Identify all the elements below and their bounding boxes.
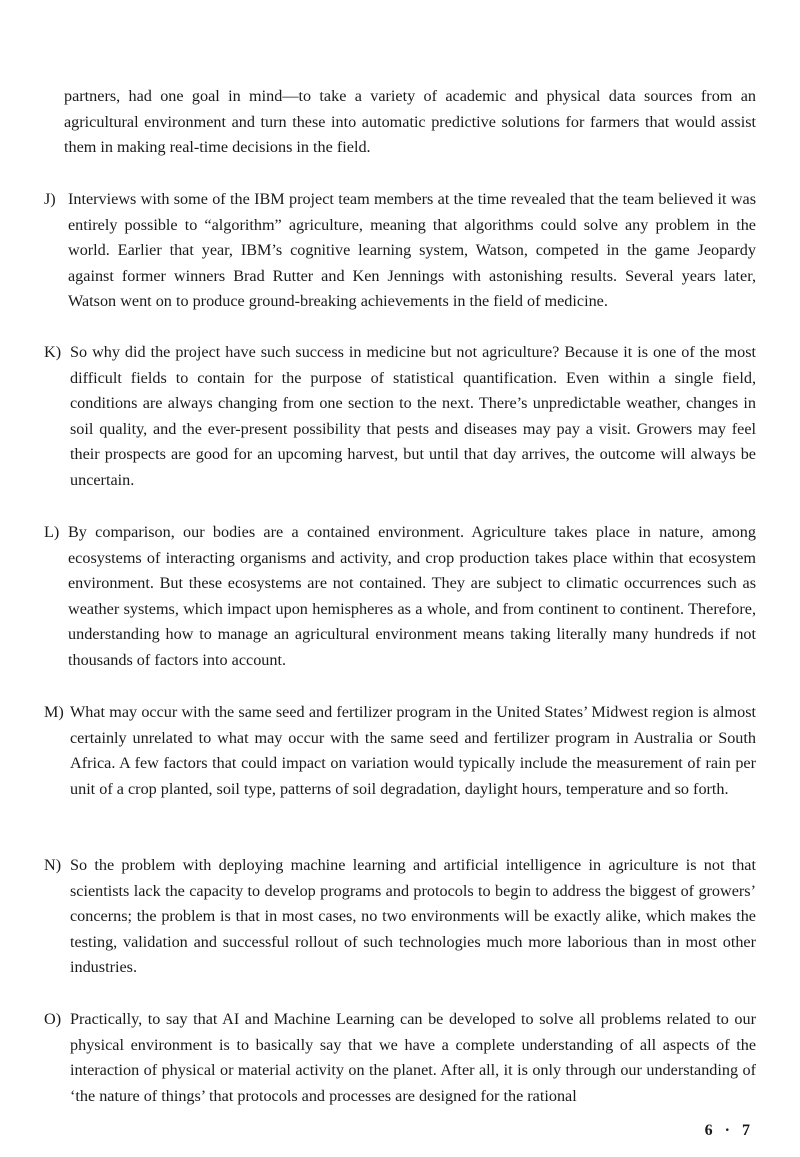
paragraph-text: So the problem with deploying machine learning and artificial intelligence in agriculture is not that scientists lack the capacity to develop programs and protocols to begin to address the biggest of growers’ concerns; the problem is that in most cases, no two environments will be exactly alike, which makes the testing, validation and successful rollout of such technologies much more laborious than in most other industries. (70, 856, 756, 977)
paragraph-text: Interviews with some of the IBM project team members at the time revealed that the team believed it was entirely possible to “algorithm” agriculture, meaning that algorithms could solve any problem in the world. Earlier that year, IBM’s cognitive learning system, Watson, competed in the game Jeopardy against former winners Brad Rutter and Ken Jennings with astonishing results. Several years later, Watson went on to produce ground-breaking achievements in the field of medicine. (68, 190, 756, 311)
page-number: 6 · 7 (704, 1122, 754, 1139)
paragraph-o (44, 1007, 756, 1109)
continuation-text: partners, had one goal in mind—to take a variety of academic and physical data sources from an agricultural environment and turn these into automatic predictive solutions for farmers that would assist them in making real-time decisions in the field. (64, 87, 756, 157)
paragraph-text: By comparison, our bodies are a contained environment. Agriculture takes place in nature, among ecosystems of interacting organisms and activity, and crop production takes place within that ecosystem environment. But these ecosystems are not contained. They are subject to climatic occurrences such as weather systems, which impact upon hemispheres as a whole, and from continent to continent. Therefore, understanding how to manage an agricultural environment means taking literally many hundreds if not thousands of factors into account. (68, 523, 756, 669)
paragraph-n (44, 853, 756, 981)
paragraph-label: N) (44, 856, 62, 874)
paragraph-text: Practically, to say that AI and Machine Learning can be developed to solve all problems related to our physical environment is to basically say that we have a complete understanding of all aspects of the interaction of physical or material activity on the planet. After all, it is only through our understanding of ‘the nature of things’ that protocols and processes are designed for the rational (70, 1010, 756, 1105)
paragraph-m (44, 700, 756, 802)
paragraph-label: L) (44, 523, 60, 541)
continuation-paragraph (64, 84, 756, 161)
paragraph-label: J) (44, 190, 56, 208)
paragraph-label: K) (44, 343, 62, 361)
paragraph-l (44, 520, 756, 674)
paragraph-label: O) (44, 1010, 62, 1028)
paragraph-text: What may occur with the same seed and fertilizer program in the United States’ Midwest region is almost certainly unrelated to what may occur with the same seed and fertilizer program in Australia or South Africa. A few factors that could impact on variation would typically include the measurement of rain per unit of a crop planted, soil type, patterns of soil degradation, daylight hours, temperature and so forth. (70, 703, 756, 798)
paragraph-k (44, 340, 756, 494)
paragraph-text: So why did the project have such success in medicine but not agriculture? Because it is one of the most difficult fields to contain for the purpose of statistical quantification. Even within a single field, conditions are always changing from one section to the next. There’s unpredictable weather, changes in soil quality, and the ever-present possibility that pests and diseases may pay a visit. Growers may feel their prospects are good for an upcoming harvest, but until that day arrives, the outcome will always be uncertain. (70, 343, 756, 489)
paragraph-label: M) (44, 703, 64, 721)
paragraph-j (44, 187, 756, 315)
